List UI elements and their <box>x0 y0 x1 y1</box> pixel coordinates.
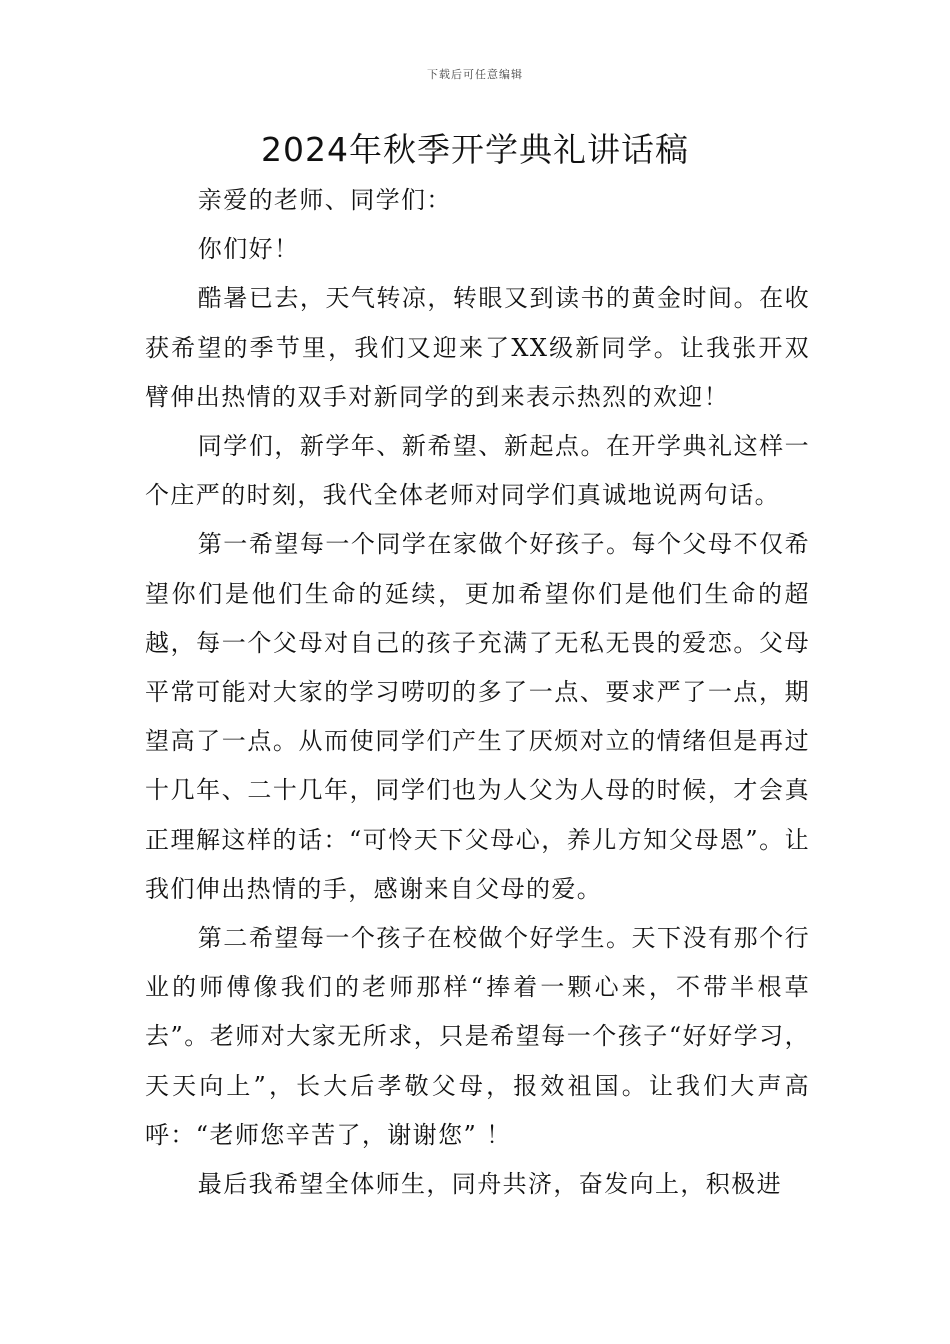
paragraph: 同学们，新学年、新希望、新起点。在开学典礼这样一个庄严的时刻，我代全体老师对同学们真诚地说两句话。 <box>145 432 810 510</box>
paragraph: 酷暑已去，天气转凉，转眼又到读书的黄金时间。在收获希望的季节里，我们又迎来了XX级新同学。让我张开双臂伸出热情的双手对新同学的到来表示热烈的欢迎！ <box>145 284 810 411</box>
greeting: 你们好！ <box>197 235 300 264</box>
paragraph: 第一希望每一个同学在家做个好孩子。每个父母不仅希望你们是他们生命的延续，更加希望你们是他们生命的超越，每一个父母对自己的孩子充满了无私无畏的爱恋。父母平常可能对大家的学习唠叨的多了一点、要求严了一点，期望高了一点。从而使同学们产生了厌烦对立的情绪但是再过十几年、二十几年，同学们也为人父为人母的时候，才会真正理解这样的话：“可怜天下父母心，养儿方知父母恩”。让我们伸出热情的手，感谢来自父母的爱。 <box>145 530 810 903</box>
paragraph: 第二希望每一个孩子在校做个好学生。天下没有那个行业的师傅像我们的老师那样“捧着一颗心来，不带半根草去”。老师对大家无所求，只是希望每一个孩子“好好学习，天天向上”，长大后孝敬父母，报效祖国。让我们大声高呼：“老师您辛苦了，谢谢您” ！ <box>145 924 810 1149</box>
paragraph: 最后我希望全体师生，同舟共济，奋发向上，积极进 <box>197 1170 782 1199</box>
document-body <box>145 176 810 1209</box>
page-header: 下载后可任意编辑 <box>427 68 523 81</box>
document-title: 2024年秋季开学典礼讲话稿 <box>261 130 689 169</box>
salutation: 亲爱的老师、同学们： <box>197 186 452 214</box>
